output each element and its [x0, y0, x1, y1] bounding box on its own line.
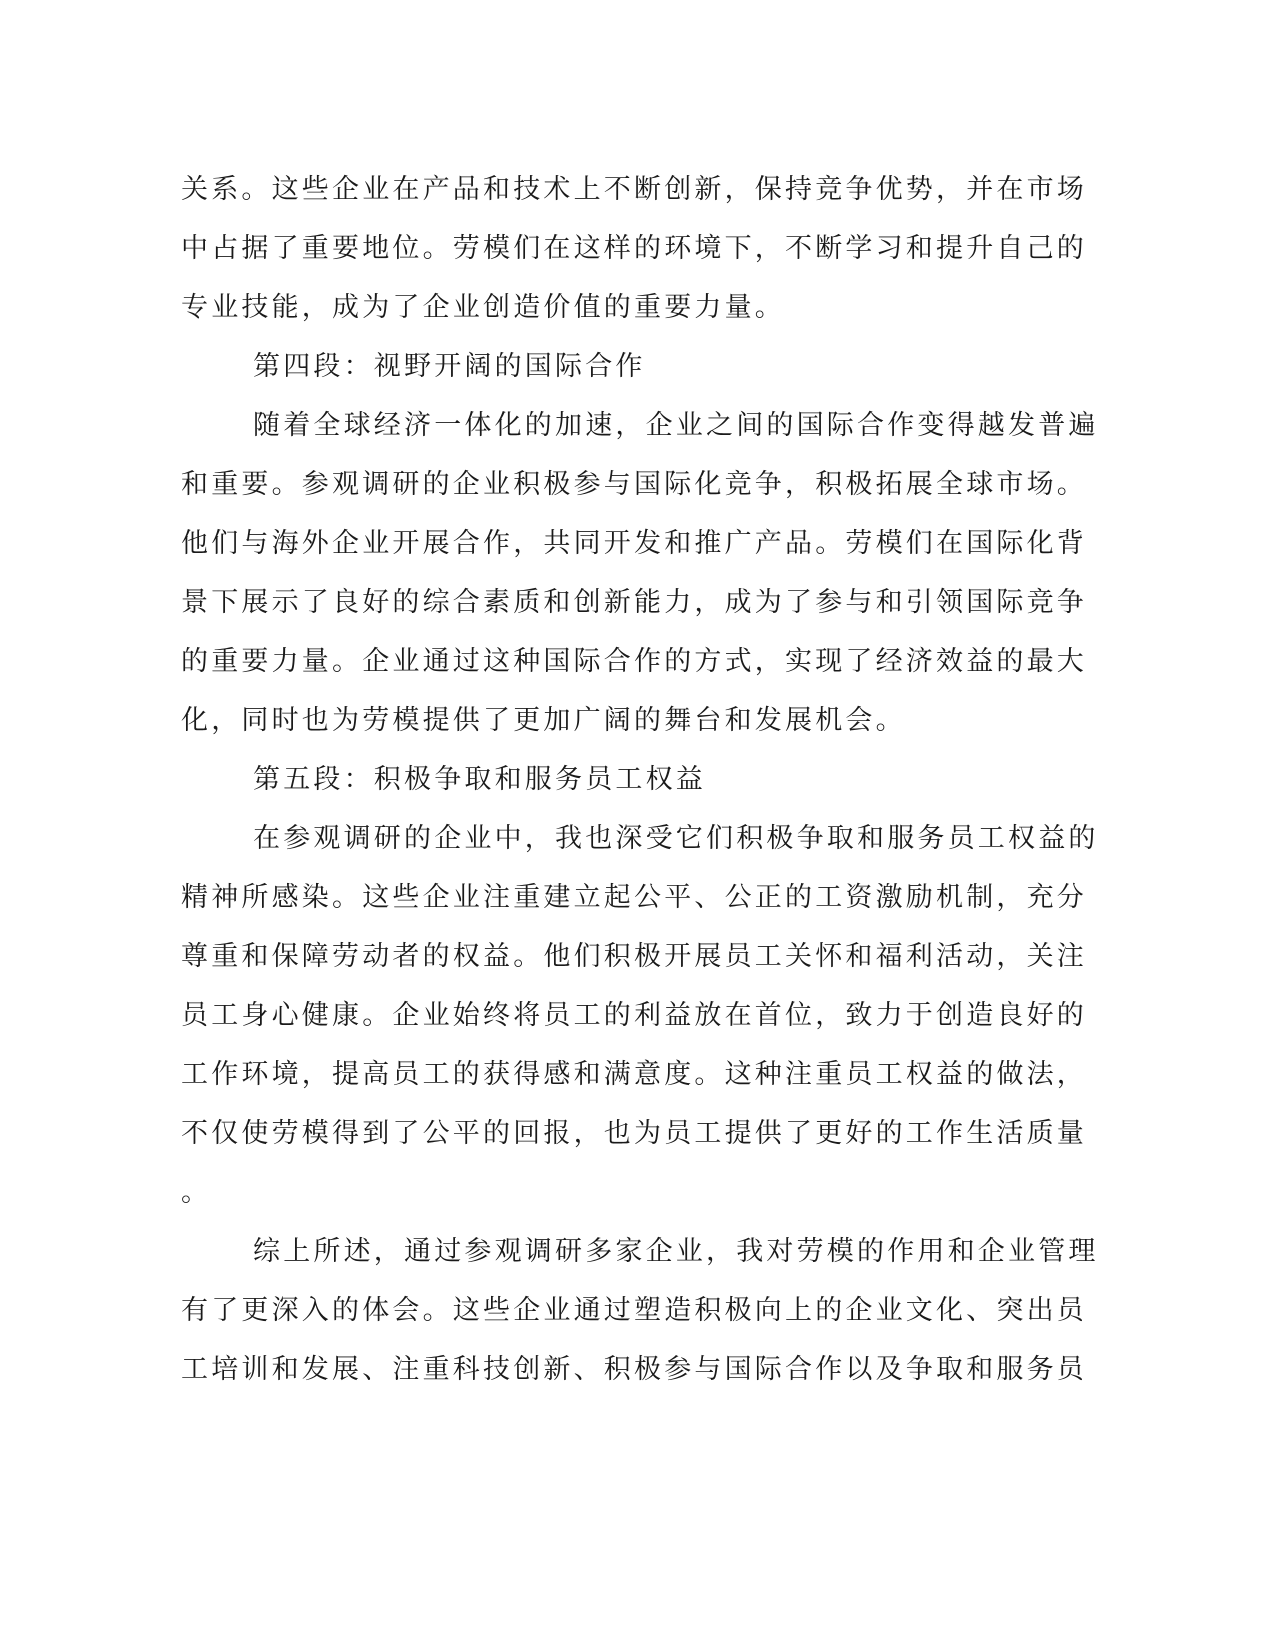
text-line: 他们与海外企业开展合作，共同开发和推广产品。劳模们在国际化背 [181, 528, 1087, 559]
text-line: 专业技能，成为了企业创造价值的重要力量。 [181, 292, 785, 323]
text-line: 。 [181, 1177, 212, 1208]
text-line: 综上所述，通过参观调研多家企业，我对劳模的作用和企业管理 [253, 1236, 1099, 1267]
text-line: 精神所感染。这些企业注重建立起公平、公正的工资激励机制，充分 [181, 882, 1087, 913]
text-line: 关系。这些企业在产品和技术上不断创新，保持竞争优势，并在市场 [181, 174, 1087, 205]
text-line: 化，同时也为劳模提供了更加广阔的舞台和发展机会。 [181, 705, 906, 736]
text-line: 工培训和发展、注重科技创新、积极参与国际合作以及争取和服务员 [181, 1354, 1087, 1385]
text-line: 尊重和保障劳动者的权益。他们积极开展员工关怀和福利活动，关注 [181, 941, 1087, 972]
text-line: 不仅使劳模得到了公平的回报，也为员工提供了更好的工作生活质量 [181, 1118, 1087, 1149]
section-heading-5: 第五段：积极争取和服务员工权益 [253, 764, 706, 795]
document-body [181, 160, 1099, 1399]
text-line: 工作环境，提高员工的获得感和满意度。这种注重员工权益的做法， [181, 1059, 1087, 1090]
text-line: 员工身心健康。企业始终将员工的利益放在首位，致力于创造良好的 [181, 1000, 1087, 1031]
text-line: 随着全球经济一体化的加速，企业之间的国际合作变得越发普遍 [253, 410, 1099, 441]
text-line: 中占据了重要地位。劳模们在这样的环境下，不断学习和提升自己的 [181, 233, 1087, 264]
text-line: 和重要。参观调研的企业积极参与国际化竞争，积极拓展全球市场。 [181, 469, 1087, 500]
text-line: 的重要力量。企业通过这种国际合作的方式，实现了经济效益的最大 [181, 646, 1087, 677]
text-line: 有了更深入的体会。这些企业通过塑造积极向上的企业文化、突出员 [181, 1295, 1087, 1326]
text-line: 景下展示了良好的综合素质和创新能力，成为了参与和引领国际竞争 [181, 587, 1087, 618]
text-line: 在参观调研的企业中，我也深受它们积极争取和服务员工权益的 [253, 823, 1099, 854]
section-heading-4: 第四段：视野开阔的国际合作 [253, 351, 646, 382]
